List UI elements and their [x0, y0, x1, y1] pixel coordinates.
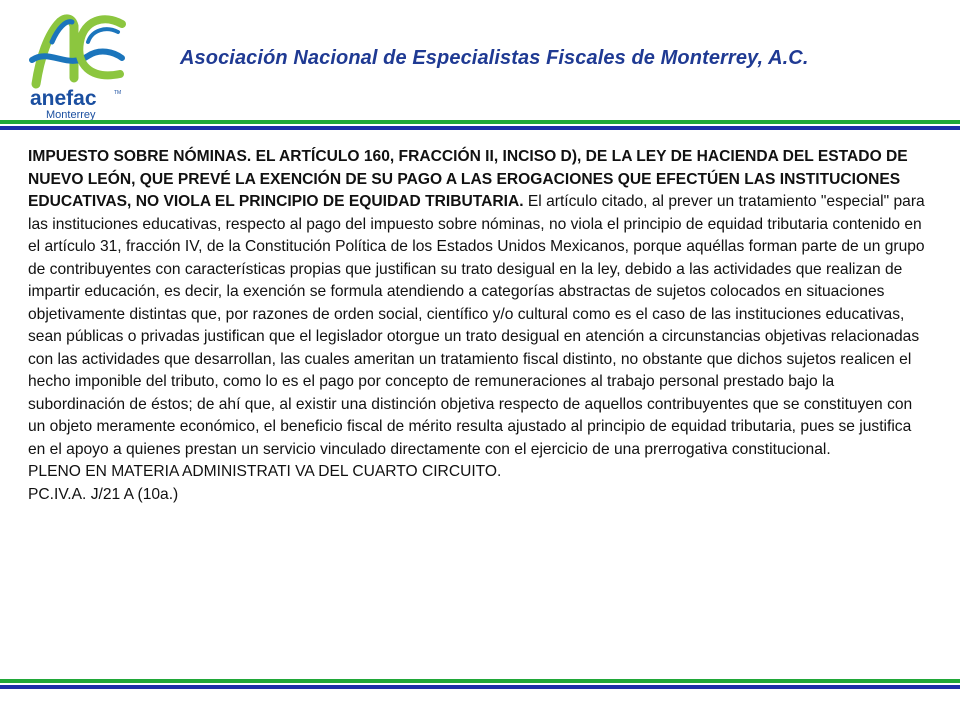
jurisprudence-text: [28, 146, 932, 506]
organization-title: Asociación Nacional de Especialistas Fiscales de Monterrey, A.C.: [180, 47, 809, 69]
footer-divider: [0, 679, 960, 689]
court-name: PLENO EN MATERIA ADMINISTRATI VA DEL CUARTO CIRCUITO.: [28, 463, 502, 480]
logo-trademark: TM: [114, 90, 122, 96]
jurisprudence-heading: IMPUESTO SOBRE NÓMINAS. EL ARTÍCULO 160, FRACCIÓN II, INCISO D), DE LA LEY DE HACIENDA DEL ESTADO DE NUEVO LEÓN, QUE PREVÉ LA EXENCIÓN DE SU PAGO A LAS EROGACIONES QUE EFECTÚEN LAS INSTITUCIONES EDUCATIVAS, NO VIOLA EL PRINCIPIO DE EQUIDAD TRIBUTARIA.: [28, 148, 908, 210]
logo-city-text: Monterrey: [46, 109, 96, 120]
anefac-logo-mark: [22, 8, 132, 120]
header-divider: [0, 120, 960, 130]
logo-brand-text: anefac: [30, 87, 97, 110]
jurisprudence-body: El artículo citado, al prever un tratamiento "especial" para las instituciones educativas, respecto al pago del impuesto sobre nóminas, no viola el principio de equidad tributaria contenido en el artículo 31, fracción IV, de la Constitución Política de los Estados Unidos Mexicanos, porque aquéllas forman parte de un grupo de contribuyentes con características propias que justifican su trato desigual en la ley, debido a las actividades que realizan de impartir educación, es decir, la exención se formula atendiendo a categorías abstractas de sujetos colocados en situaciones objetivamente distintas que, por razones de orden social, científico y/o cultural como es el caso de las instituciones educativas, sean públicas o privadas justifican que el legislador otorgue un trato desigual en atención a circunstancias objetivas relacionadas con las actividades que desarrollan, las cuales ameritan un tratamiento fiscal distinto, no obstante que dichos sujetos realicen el hecho imponible del tributo, como lo es el pago por concepto de remuneraciones al trabajo personal prestado bajo la subordinación de éstos; de ahí que, al existir una distinción objetiva respecto de aquellos contribuyentes que se constituyen con un objeto meramente económico, el beneficio fiscal de mérito resulta ajustado al principio de equidad tributaria, pues se justifica en el apoyo a quienes prestan un servicio vinculado directamente con el ejercicio de una prerrogativa constitucional.: [28, 193, 925, 458]
jurisprudence-paragraph: [28, 146, 932, 461]
thesis-reference: PC.IV.A. J/21 A (10a.): [28, 485, 179, 503]
anefac-logo: [22, 8, 132, 120]
